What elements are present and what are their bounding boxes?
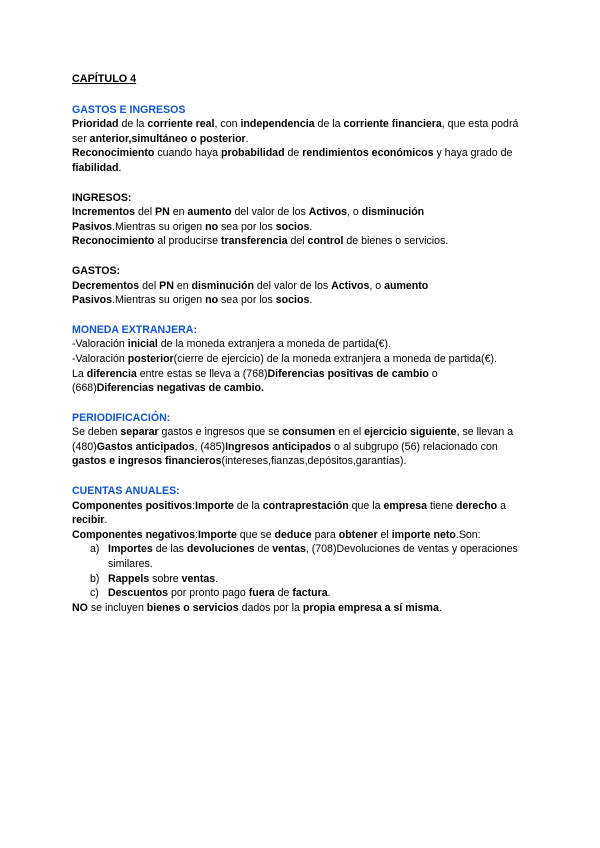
- list-item: c) Descuentos por pronto pago fuera de factura.: [90, 587, 331, 600]
- heading-gastos: GASTOS:: [72, 264, 121, 277]
- paragraph-pasivos: Pasivos.Mientras su origen no sea por los socios.: [72, 220, 313, 233]
- paragraph-no-se-incluyen: NO se incluyen bienes o servicios dados por la propia empresa a sí misma.: [72, 601, 442, 614]
- paragraph-diferencias-negativas: (668)Diferencias negativas de cambio.: [72, 382, 264, 395]
- heading-cuentas-anuales: CUENTAS ANUALES:: [72, 485, 180, 498]
- document-page: [72, 72, 532, 630]
- section-gastos-ingresos: [72, 103, 532, 176]
- heading-ingresos: INGRESOS:: [72, 191, 132, 204]
- list-marker: c): [90, 587, 99, 600]
- section-moneda-extranjera: [72, 323, 532, 396]
- heading-gastos-ingresos: GASTOS E INGRESOS: [72, 103, 186, 116]
- paragraph-reconocimiento-ingresos: Reconocimiento al producirse transferencia del control de bienes o servicios.: [72, 235, 449, 248]
- heading-moneda-extranjera: MONEDA EXTRANJERA:: [72, 323, 197, 336]
- section-gastos: [72, 264, 532, 308]
- paragraph-incrementos: Incrementos del PN en aumento del valor de los Activos, o disminución: [72, 206, 425, 219]
- list-item: a) Importes de las devoluciones de ventas, (708)Devoluciones de ventas y operaciones similares.: [90, 543, 518, 571]
- list-marker: a): [90, 543, 100, 556]
- paragraph-diferencia: La diferencia entre estas se lleva a (768)Diferencias positivas de cambio o: [72, 367, 438, 380]
- paragraph-prioridad: Prioridad de la corriente real, con independencia de la corriente financiera, que esta podrá ser anterior,simultáneo o posterior.: [72, 118, 519, 145]
- paragraph-componentes-negativos: Componentes negativos:Importe que se deduce para obtener el importe neto.Son:: [72, 528, 481, 541]
- paragraph-decrementos: Decrementos del PN en disminución del valor de los Activos, o aumento: [72, 279, 429, 292]
- paragraph-valoracion-inicial: -Valoración inicial de la moneda extranjera a moneda de partida(€).: [72, 338, 391, 351]
- paragraph-periodificacion: Se deben separar gastos e ingresos que se consumen en el ejercicio siguiente, se llevan a (480)Gastos anticipados, (485)Ingresos anticipados o al subgrupo (56) relacionado con gastos e ingresos financieros(intereses,fianzas,depósitos,garantías).: [72, 426, 514, 468]
- section-ingresos: [72, 191, 532, 249]
- paragraph-reconocimiento: Reconocimiento cuando haya probabilidad de rendimientos económicos y haya grado de fiabilidad.: [72, 147, 513, 174]
- list-marker: b): [90, 572, 100, 585]
- paragraph-pasivos-gastos: Pasivos.Mientras su origen no sea por los socios.: [72, 294, 313, 307]
- paragraph-componentes-positivos: Componentes positivos:Importe de la contraprestación que la empresa tiene derecho a recibir.: [72, 499, 506, 527]
- chapter-title: CAPÍTULO 4: [72, 73, 137, 85]
- list-item: b) Rappels sobre ventas.: [90, 572, 219, 585]
- section-cuentas-anuales: [72, 484, 532, 615]
- section-periodificacion: [72, 411, 532, 469]
- heading-periodificacion: PERIODIFICACIÓN:: [72, 411, 171, 424]
- componentes-negativos-list: [72, 542, 532, 600]
- paragraph-valoracion-posterior: -Valoración posterior(cierre de ejercicio) de la moneda extranjera a moneda de partida(€).: [72, 352, 497, 365]
